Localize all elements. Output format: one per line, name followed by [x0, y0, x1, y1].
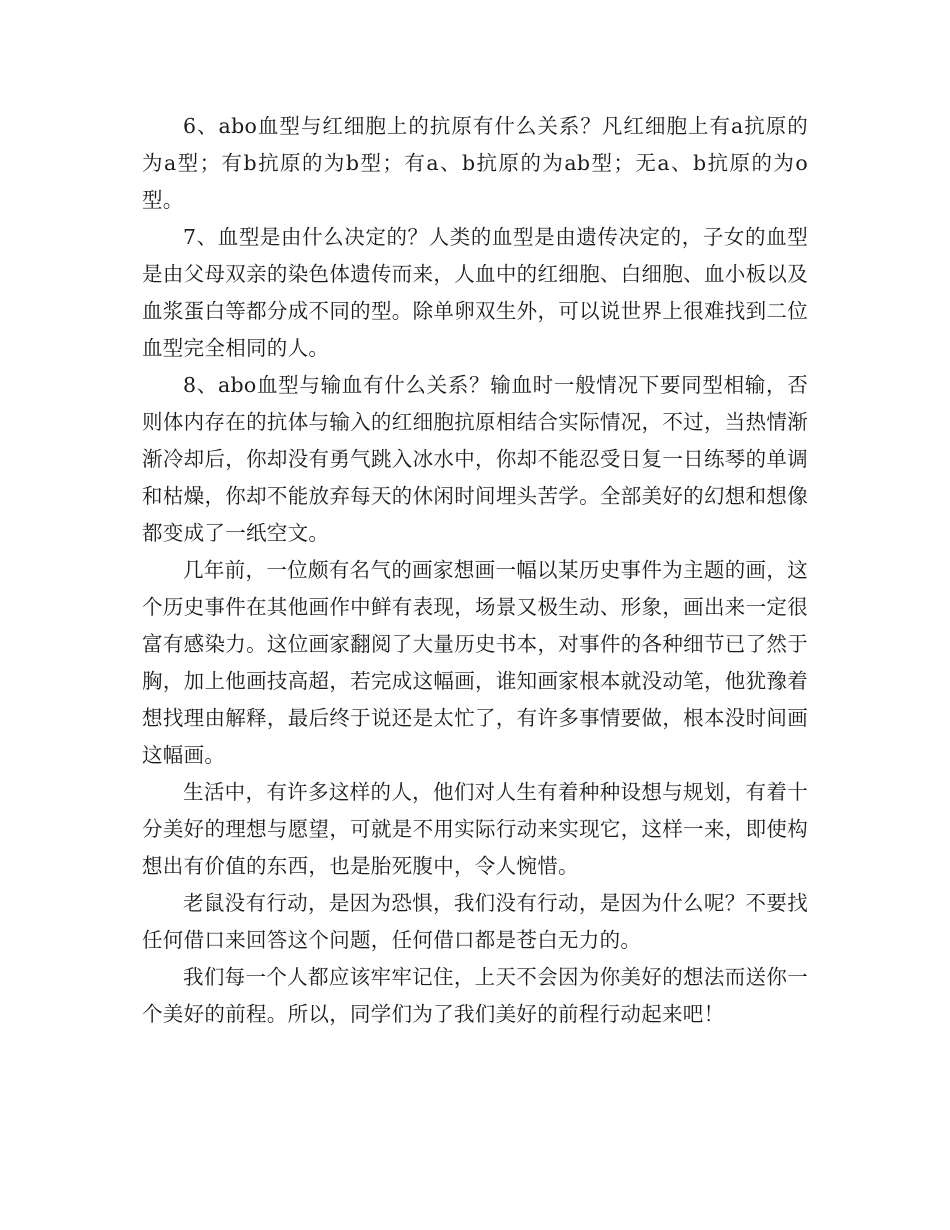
- document-body: [142, 108, 808, 1033]
- paragraph-life-plans: 生活中，有许多这样的人，他们对人生有着种种设想与规划，有着十分美好的理想与愿望，可就是不用实际行动来实现它，这样一来，即使构想出有价值的东西，也是胎死腹中，令人惋惜。: [142, 780, 808, 878]
- paragraph-blood-type-origin: 7、血型是由什么决定的？人类的血型是由遗传决定的，子女的血型是由父母双亲的染色体遗传而来，人血中的红细胞、白细胞、血小板以及血浆蛋白等都分成不同的型。除单卵双生外，可以说世界上很难找到二位血型完全相同的人。: [142, 225, 808, 360]
- paragraph-closing: 我们每一个人都应该牢牢记住，上天不会因为你美好的想法而送你一个美好的前程。所以，同学们为了我们美好的前程行动起来吧！: [142, 965, 808, 1026]
- paragraph-abo-transfusion: 8、abo血型与输血有什么关系？输血时一般情况下要同型相输，否则体内存在的抗体与输入的红细胞抗原相结合实际情况，不过，当热情渐渐冷却后，你却没有勇气跳入冰水中，你却不能忍受日复一日练琴的单调和枯燥，你却不能放弃每天的休闲时间埋头苦学。全部美好的幻想和想像都变成了一纸空文。: [142, 373, 808, 545]
- paragraph-mouse-no-action: 老鼠没有行动，是因为恐惧，我们没有行动，是因为什么呢？不要找任何借口来回答这个问题，任何借口都是苍白无力的。: [142, 891, 808, 952]
- paragraph-abo-antigen: 6、abo血型与红细胞上的抗原有什么关系？凡红细胞上有a抗原的为a型；有b抗原的为b型；有a、b抗原的为ab型；无a、b抗原的为o型。: [142, 114, 808, 212]
- paragraph-painter-story: 几年前，一位颇有名气的画家想画一幅以某历史事件为主题的画，这个历史事件在其他画作中鲜有表现，场景又极生动、形象，画出来一定很富有感染力。这位画家翻阅了大量历史书本，对事件的各种细节已了然于胸，加上他画技高超，若完成这幅画，谁知画家根本就没动笔，他犹豫着想找理由解释，最后终于说还是太忙了，有许多事情要做，根本没时间画这幅画。: [142, 558, 808, 767]
